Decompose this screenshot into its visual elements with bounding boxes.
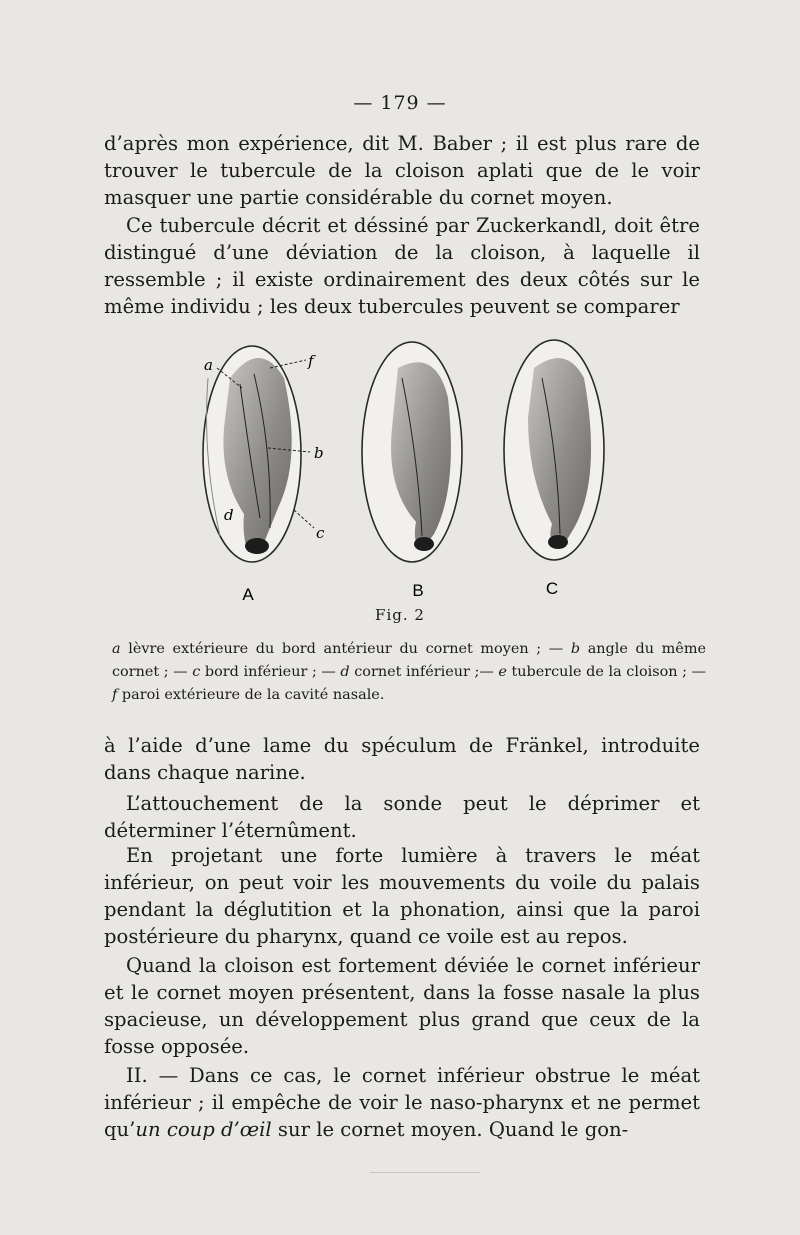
caption-text: tubercule de la cloison ; — bbox=[506, 664, 706, 680]
caption-text: bord inférieur ; — bbox=[200, 664, 341, 680]
figure-caption bbox=[112, 638, 706, 707]
caption-text: lèvre extérieure du bord antérieur du cornet moyen ; — bbox=[120, 641, 571, 657]
marker-a: a bbox=[204, 356, 213, 374]
paragraph-2: Ce tubercule décrit et déssiné par Zuckerkandl, doit être distingué d’une déviation de la cloison, à laquelle il ressemble ; il existe ordinairement des deux côtés sur le même individu ; les deux tubercules peuvent se comparer bbox=[104, 214, 700, 318]
caption-key: d bbox=[340, 664, 350, 680]
marker-b: b bbox=[314, 444, 324, 462]
page-number: — 179 — bbox=[353, 92, 447, 114]
caption-key: e bbox=[498, 664, 507, 680]
paragraph-7-end: sur le cornet moyen. Quand le gon- bbox=[271, 1118, 629, 1141]
paragraph-5: En projetant une forte lumière à travers le méat inférieur, on peut voir les mouvements du voile du palais pendant la déglutition et la phonation, ainsi que la paroi postérieure du pharynx, quand ce voile est au repos. bbox=[104, 844, 700, 948]
caption-text: angle du même cornet ; — bbox=[112, 641, 706, 680]
panel-a-drawing bbox=[203, 346, 301, 562]
paragraph-1: d’après mon expérience, dit M. Baber ; il est plus rare de trouver le tubercule de la cloison aplati que de le voir masquer une partie considérable du cornet moyen. bbox=[104, 132, 700, 209]
caption-key: f bbox=[112, 687, 118, 703]
panel-label-c: C bbox=[545, 579, 559, 598]
caption-key: a bbox=[112, 641, 121, 657]
panel-b-drawing bbox=[362, 342, 462, 562]
figure-title: Fig. 2 bbox=[375, 606, 425, 624]
panel-label-b: B bbox=[412, 581, 424, 600]
caption-key: b bbox=[570, 641, 581, 657]
panel-label-a: A bbox=[242, 585, 254, 604]
marker-f: f bbox=[308, 352, 314, 370]
paragraph-7-italic: un coup d’œil bbox=[135, 1118, 272, 1141]
panel-c-drawing bbox=[504, 340, 604, 560]
marker-c: c bbox=[316, 524, 325, 542]
paragraph-3: à l’aide d’une lame du spéculum de Fränkel, introduite dans chaque narine. bbox=[104, 734, 700, 784]
paragraph-7 bbox=[104, 1062, 700, 1143]
nasal-illustration bbox=[190, 338, 630, 620]
footer-rule bbox=[370, 1172, 480, 1173]
caption-key: c bbox=[192, 664, 201, 680]
paragraph-4: L’attouchement de la sonde peut le déprimer et déterminer l’éternûment. bbox=[104, 792, 700, 842]
marker-d: d bbox=[224, 506, 234, 524]
figure-nasal-views bbox=[190, 338, 630, 620]
paragraph-6: Quand la cloison est fortement déviée le cornet inférieur et le cornet moyen présentent, dans la fosse nasale la plus spacieuse, un développement plus grand que ceux de la fosse opposée. bbox=[104, 954, 700, 1058]
caption-text: cornet inférieur ;— bbox=[349, 664, 499, 680]
paragraph-7-start: II. — Dans ce cas, le cornet inférieur obstrue le méat inférieur ; il empêche de voir le naso-pharynx et ne permet qu’ bbox=[104, 1064, 700, 1141]
pointer-c bbox=[294, 510, 314, 528]
caption-text: paroi extérieure de la cavité nasale. bbox=[117, 687, 385, 703]
